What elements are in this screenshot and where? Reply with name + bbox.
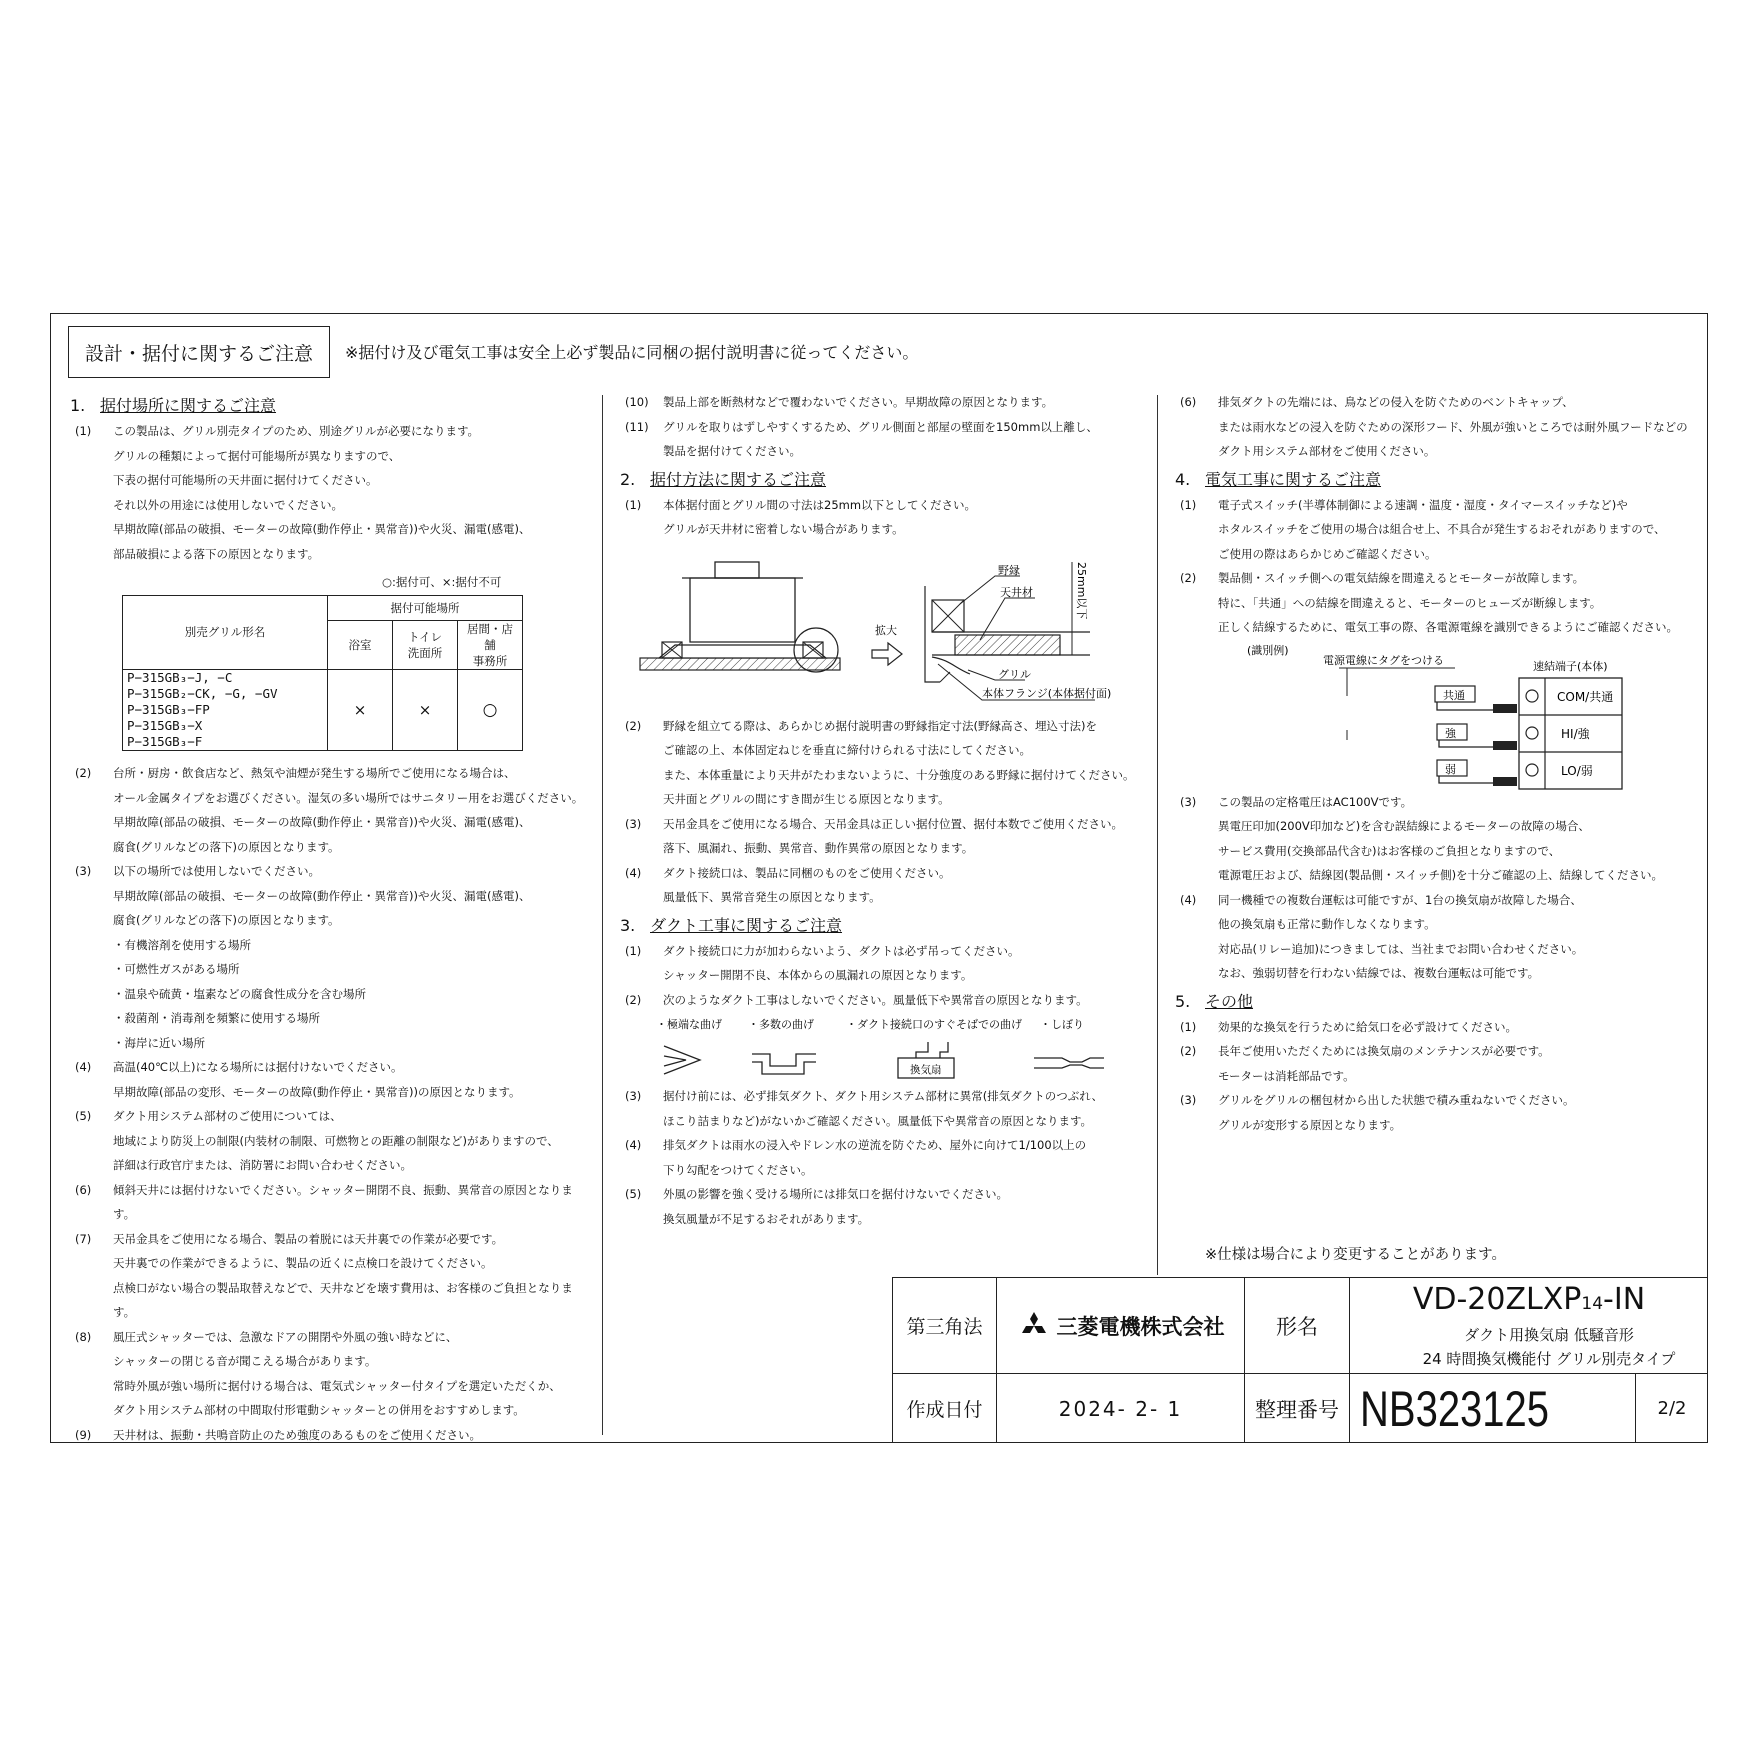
column-divider-1 [602,395,603,1435]
s1-item-2: (2) 台所・厨房・飲食店など、熱気や油煙が発生する場所でご使用になる場合は、 オール金属タイプをお選びください。湿気の多い場所ではサニタリー用をお選びください。 早期故障(部品の破損、モーターの故障(動作停止・異常音))や火災、漏電(感電)、 腐食(グリルなどの落下)の原因となります。 [75,766,584,854]
section-2-heading: 2. 据付方法に関するご注意 [620,469,827,489]
terminal-lo: LO/弱 [1561,763,1593,778]
label-near-outlet-bend: ・ダクト接続口のすぐそばでの曲げ [846,1018,1022,1031]
label-fan: 換気扇 [910,1064,942,1076]
section-5-heading: 5. その他 [1175,991,1254,1011]
s4-item-2: (2) 製品側・スイッチ側への電気結線を間違えるとモーターが故障します。 特に、「共通」への結線を間違えると、モーターのヒューズが断線します。 正しく結線するために、電気工事の際、各電源電線を識別できるようにご確認ください。 [1180,571,1678,634]
s3-item-1: (1) ダクト接続口に力が加わらないよう、ダクトは必ず吊ってください。 シャッター開閉不良、本体からの風漏れの原因となります。 [625,943,1020,982]
label-flange: 本体フランジ(本体据付面) [982,686,1112,700]
s5-item-2: (2) 長年ご使用いただくためには換気扇のメンテナンスが必要です。 モーターは消耗部品です。 [1180,1044,1550,1083]
s4-item-1: (1) 電子式スイッチ(半導体制御による速調・温度・湿度・タイマースイッチなど)や ホタルスイッチをご使用の場合は組合せ上、不具合が発生するおそれがありますので、 ご使用の際はあらかじめご確認ください。 [1180,497,1666,561]
installation-diagram [620,542,1140,714]
s3-item-5: (5) 外風の影響を強く受ける場所には排気口を据付けないでください。 換気風量が不足するおそれがあります。 [625,1187,1008,1226]
mitsubishi-logo [1017,1311,1051,1341]
tag-weak: 弱 [1445,762,1456,776]
label-grill: グリル [998,667,1031,681]
model-number: VD-20ZLXP14-IN [1412,1281,1646,1317]
s5-item-1: (1) 効果的な換気を行うために給気口を必ず設けてください。 [1180,1019,1517,1034]
spec-note: ※仕様は場合により変更することがあります。 [1205,1247,1506,1263]
tb-projection: 第三角法 [892,1277,996,1373]
tb-date-label: 作成日付 [892,1373,996,1443]
wiring-diagram [1175,640,1695,790]
header-note: ※据付け及び電気工事は安全上必ず製品に同梱の据付説明書に従ってください。 [345,343,919,362]
model-desc-2: 24 時間換気機能付 グリル別売タイプ [1422,1349,1676,1368]
terminal-com: COM/共通 [1557,689,1614,704]
tb-date: 2024- 2- 1 [996,1373,1244,1443]
terminal-hi: HI/強 [1561,726,1590,741]
tb-ref: NB323125 [1349,1373,1635,1443]
tag-common: 共通 [1443,688,1465,702]
column-2 [620,390,1140,1231]
s3-item-4: (4) 排気ダクトは雨水の浸入やドレン水の逆流を防ぐため、屋外に向けて1/100以上の 下り勾配をつけてください。 [625,1138,1087,1177]
s2-item-3: (3) 天吊金具をご使用になる場合、天吊金具は正しい据付位置、据付本数でご使用ください。 落下、風漏れ、振動、異常音、動作異常の原因となります。 [625,816,1123,855]
tb-model-label: 形名 [1244,1277,1349,1373]
label-dimension: 25mm以下 [1075,561,1088,619]
label-terminal-title: 速結端子(本体) [1533,659,1608,673]
label-constriction: ・しぼり [1040,1018,1084,1031]
section-4-heading: 4. 電気工事に関するご注意 [1175,469,1382,489]
section-3-heading: 3. ダクト工事に関するご注意 [620,915,843,935]
column-3 [1175,390,1695,1137]
s1-item-3: (3) 以下の場所では使用しないでください。 早期故障(部品の破損、モーターの故障(動作停止・異常音))や火災、漏電(感電)、 腐食(グリルなどの落下)の原因となります。 ・有機溶剤を使用する場所 ・可燃性ガスがある場所 ・温泉や硫黄・塩素などの腐食性成分を含む場所 ・殺菌剤・消毒剤を頻繁に使用する場所 ・海岸に近い場所 [75,864,531,1050]
label-example: (識別例) [1247,643,1289,657]
table-legend: ○:据付可、×:据付不可 [382,575,502,589]
s2-item-2: (2) 野縁を組立てる際は、あらかじめ据付説明書の野縁指定寸法(野縁高さ、埋込寸法)を ご確認の上、本体固定ねじを垂直に締付けられる寸法にしてください。 また、本体重量により天井がたわまないように、十分強度のある野縁に据付けてください。 天井面とグリルの間にすき間が生じる原因となります。 [625,718,1135,806]
s1-item-10: (10) 製品上部を断熱材などで覆わないでください。早期故障の原因となります。 [625,395,1054,409]
s2-item-4: (4) ダクト接続口は、製品に同梱のものをご使用ください。 風量低下、異常音発生の原因となります。 [625,865,951,904]
section-1-heading: 1. 据付場所に関するご注意 [70,396,277,415]
s2-item-1: (1) 本体据付面とグリル間の寸法は25mm以下としてください。 グリルが天井材に密着しない場合があります。 [625,497,977,536]
title-block [892,1277,1708,1443]
s3-item-3: (3) 据付け前には、必ず排気ダクト、ダクト用システム部材に異常(排気ダクトのつぶれ、 ほこり詰まりなど)がないかご確認ください。風量低下や異常音の原因となります。 [625,1089,1103,1128]
tag-strong: 強 [1445,726,1456,740]
s1-item-1: (1) この製品は、グリル別売タイプのため、別途グリルが必要になります。 グリルの種類によって据付可能場所が異なりますので、 下表の据付可能場所の天井面に据付けてください。 それ以外の用途には使用しないでください。 早期故障(部品の破損、モーターの故障(動作停止・異常音))や火災、漏電(感電)、 部品破損による落下の原因となります。 [75,424,531,561]
s1-item-6: (6) 傾斜天井には据付けないでください。シャッター開閉不良、振動、異常音の原因となります。 [75,1182,573,1221]
s1-item-8: (8) 風圧式シャッターでは、急激なドアの開閉や外風の強い時などに、 シャッターの閉じる音が聞こえる場合があります。 常時外風が強い場所に据付ける場合は、電気式シャッター付タイプを選定いただくか、 ダクト用システム部材の中間取付形電動シャッターとの併用をおすすめします。 [75,1329,561,1417]
s4-item-3: (3) この製品の定格電圧はAC100Vです。 異電圧印加(200V印加など)を含む誤結線によるモーターの故障の場合、 サービス費用(交換部品代含む)はお客様のご負担となりますので、 電源電圧および、結線図(製品側・スイッチ側)を十分ご確認の上、結線してください。 [1180,794,1664,882]
label-multiple-bends: ・多数の曲げ [748,1018,814,1031]
duct-bend-diagram [620,1012,1140,1084]
s5-item-3: (3) グリルをグリルの梱包材から出した状態で積み重ねないでください。 グリルが変形する原因となります。 [1180,1093,1575,1132]
tb-page: 2/2 [1635,1373,1708,1443]
s1-item-5: (5) ダクト用システム部材のご使用については、 地域により防災上の制限(内装材の制限、可燃物との距離の制限など)がありますので、 詳細は行政官庁または、消防署にお問い合わせください。 [75,1109,559,1172]
s3-item-2: (2) 次のようなダクト工事はしないでください。風量低下や異常音の原因となります。 [625,992,1088,1007]
label-kakudai: 拡大 [875,623,897,637]
s3-item-6: (6) 排気ダクトの先端には、鳥などの侵入を防ぐためのベントキャップ、 または雨水などの浸入を防ぐための深形フード、外風が強いところでは耐外風フードなどの ダクト用システム部材をご使用ください。 [1180,395,1688,458]
tb-ref-label: 整理番号 [1244,1373,1349,1443]
column-divider-2 [1157,395,1158,1275]
s1-item-4: (4) 高温(40℃以上)になる場所には据付けないでください。 早期故障(部品の変形、モーターの故障(動作停止・異常音))の原因となります。 [75,1060,521,1099]
tb-company: 三菱電機株式会社 [996,1277,1244,1373]
column-1 [70,390,590,1447]
grill-table: 別売グリル形名 据付可能場所 浴室 トイレ 洗面所 居間・店舗 事務所 P−315GB₃−J, −C P−315GB₂−CK, −G, −GV P−315GB₃−FP P−315GB₃−X P−315GB₃−F × × ○ [122,595,523,752]
label-tenjo: 天井材 [1000,585,1033,599]
label-tag-note: 電源電線にタグをつける [1323,653,1444,667]
label-nobuchi: 野縁 [998,563,1020,577]
model-desc-1: ダクト用換気扇 低騒音形 [1464,1325,1634,1344]
label-extreme-bend: ・極端な曲げ [656,1018,722,1031]
page-title: 設計・据付に関するご注意 [68,326,330,378]
s1-item-9: (9) 天井材は、振動・共鳴音防止のため強度のあるものをご使用ください。 [75,1427,481,1442]
s1-item-11: (11) グリルを取りはずしやすくするため、グリル側面と部屋の壁面を150mm以上離し、 製品を据付けてください。 [625,419,1098,458]
s1-item-7: (7) 天吊金具をご使用になる場合、製品の着脱には天井裏での作業が必要です。 天井裏での作業ができるように、製品の近くに点検口を設けてください。 点検口がない場合の製品取替えなどで、天井などを壊す費用は、お客様のご負担となります。 [75,1231,573,1319]
s4-item-4: (4) 同一機種での複数台運転は可能ですが、1台の換気扇が故障した場合、 他の換気扇も正常に動作しなくなります。 対応品(リレー追加)につきましては、当社までお問い合わせください。 なお、強弱切替を行わない結線では、複数台運転は可能です。 [1180,892,1584,980]
tb-model [1349,1277,1708,1373]
